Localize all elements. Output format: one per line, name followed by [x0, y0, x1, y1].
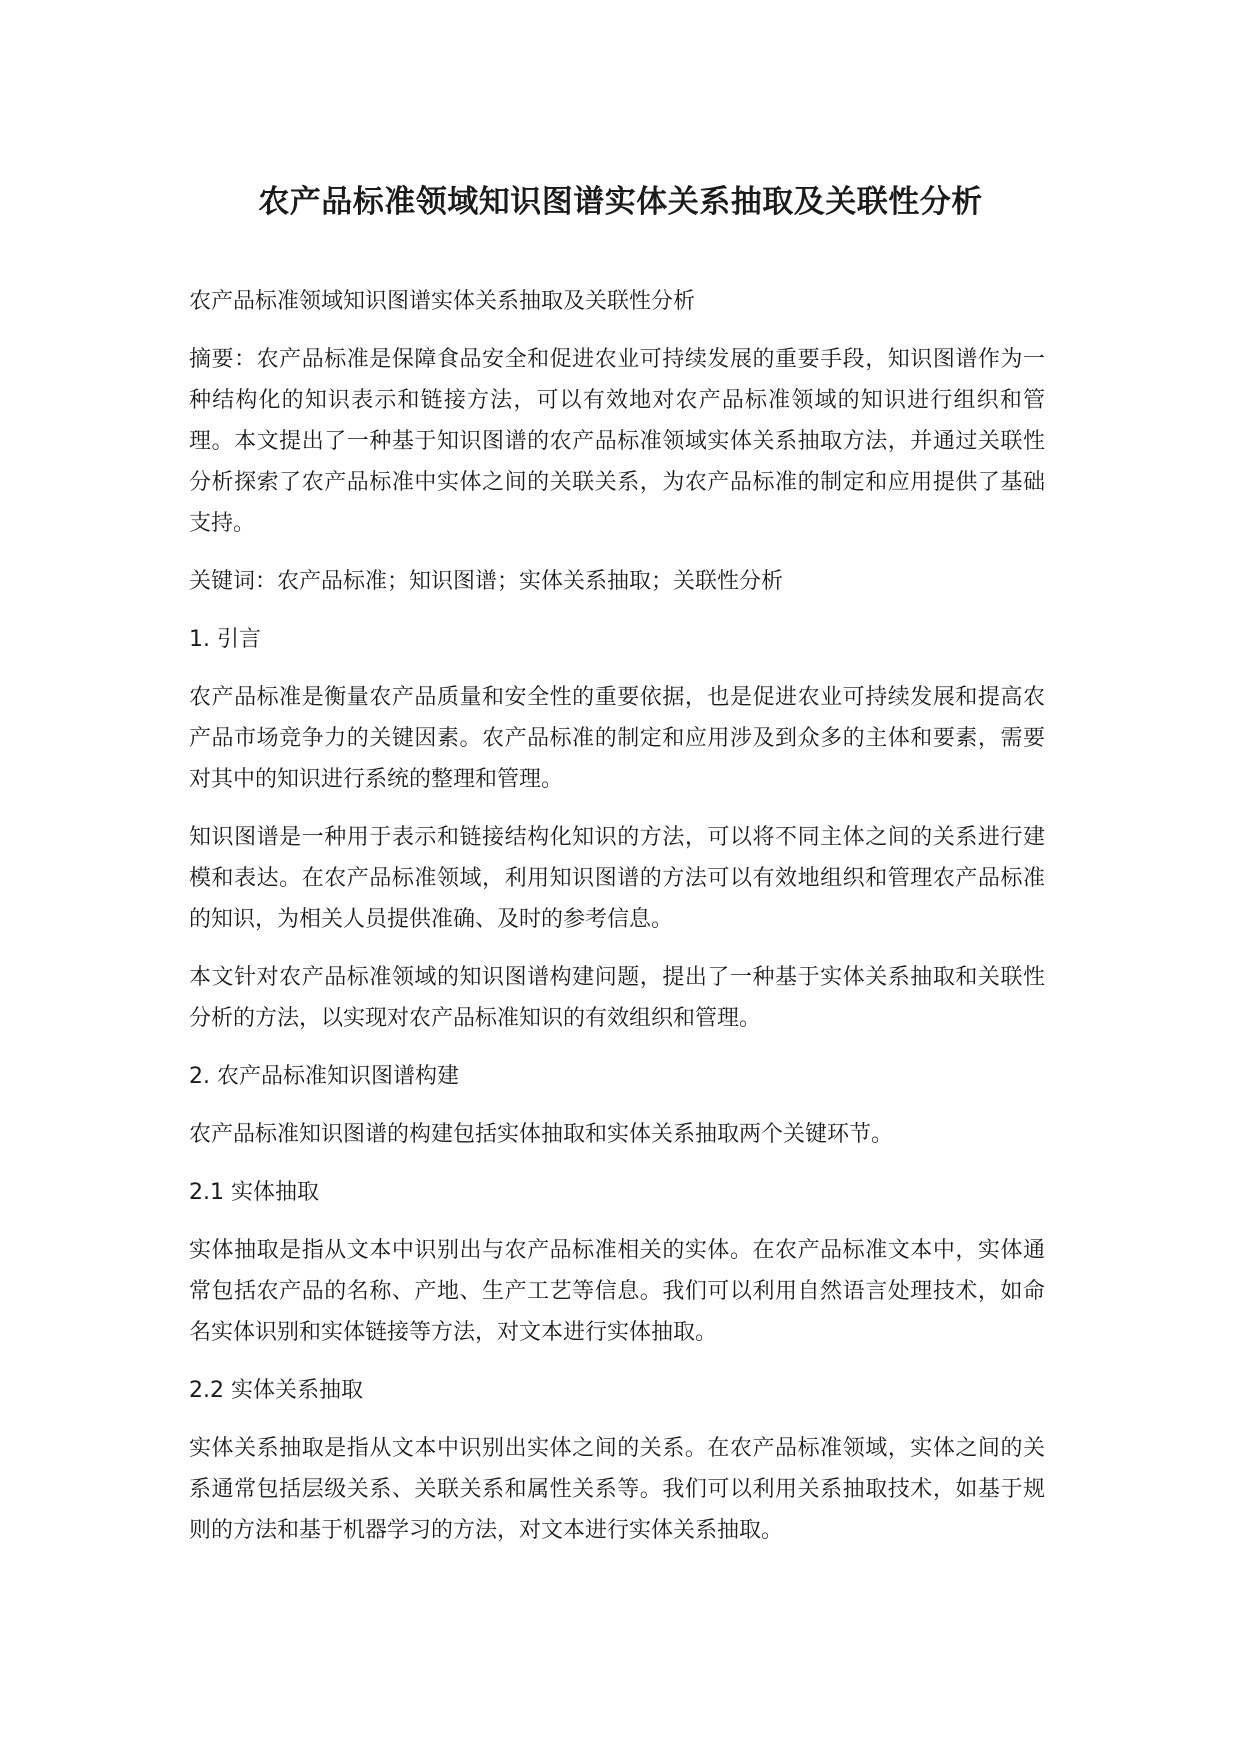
section-1-paragraph-1: 农产品标准是衡量农产品质量和安全性的重要依据，也是促进农业可持续发展和提高农产品市场竞争力的关键因素。农产品标准的制定和应用涉及到众多的主体和要素，需要对其中的知识进行系统的整理和管理。: [189, 685, 1045, 792]
section-1-paragraph-3: 本文针对农产品标准领域的知识图谱构建问题，提出了一种基于实体关系抽取和关联性分析的方法，以实现对农产品标准知识的有效组织和管理。: [189, 965, 1045, 1031]
abstract-paragraph: 摘要：农产品标准是保障食品安全和促进农业可持续发展的重要手段，知识图谱作为一种结构化的知识表示和链接方法，可以有效地对农产品标准领域的知识进行组织和管理。本文提出了一种基于知识图谱的农产品标准领域实体关系抽取方法，并通过关联性分析探索了农产品标准中实体之间的关联关系，为农产品标准的制定和应用提供了基础支持。: [189, 347, 1045, 536]
section-2-2-paragraph: 实体关系抽取是指从文本中识别出实体之间的关系。在农产品标准领域，实体之间的关系通常包括层级关系、关联关系和属性关系等。我们可以利用关系抽取技术，如基于规则的方法和基于机器学习的方法，对文本进行实体关系抽取。: [189, 1436, 1045, 1543]
keywords-line: 关键词：农产品标准；知识图谱；实体关系抽取；关联性分析: [189, 569, 784, 594]
section-2-paragraph-1: 农产品标准知识图谱的构建包括实体抽取和实体关系抽取两个关键环节。: [189, 1122, 894, 1147]
document-body: [189, 281, 1045, 1568]
section-1-heading: 1. 引言: [189, 627, 261, 652]
section-1-paragraph-2: 知识图谱是一种用于表示和链接结构化知识的方法，可以将不同主体之间的关系进行建模和表达。在农产品标准领域，利用知识图谱的方法可以有效地组织和管理农产品标准的知识，为相关人员提供准确、及时的参考信息。: [189, 825, 1045, 932]
document-subtitle: 农产品标准领域知识图谱实体关系抽取及关联性分析: [189, 289, 696, 314]
section-2-heading: 2. 农产品标准知识图谱构建: [189, 1064, 459, 1089]
section-2-2-heading: 2.2 实体关系抽取: [189, 1378, 363, 1403]
section-2-1-heading: 2.1 实体抽取: [189, 1180, 319, 1205]
document-title: 农产品标准领域知识图谱实体关系抽取及关联性分析: [258, 184, 983, 220]
section-2-1-paragraph: 实体抽取是指从文本中识别出与农产品标准相关的实体。在农产品标准文本中，实体通常包括农产品的名称、产地、生产工艺等信息。我们可以利用自然语言处理技术，如命名实体识别和实体链接等方法，对文本进行实体抽取。: [189, 1238, 1045, 1345]
